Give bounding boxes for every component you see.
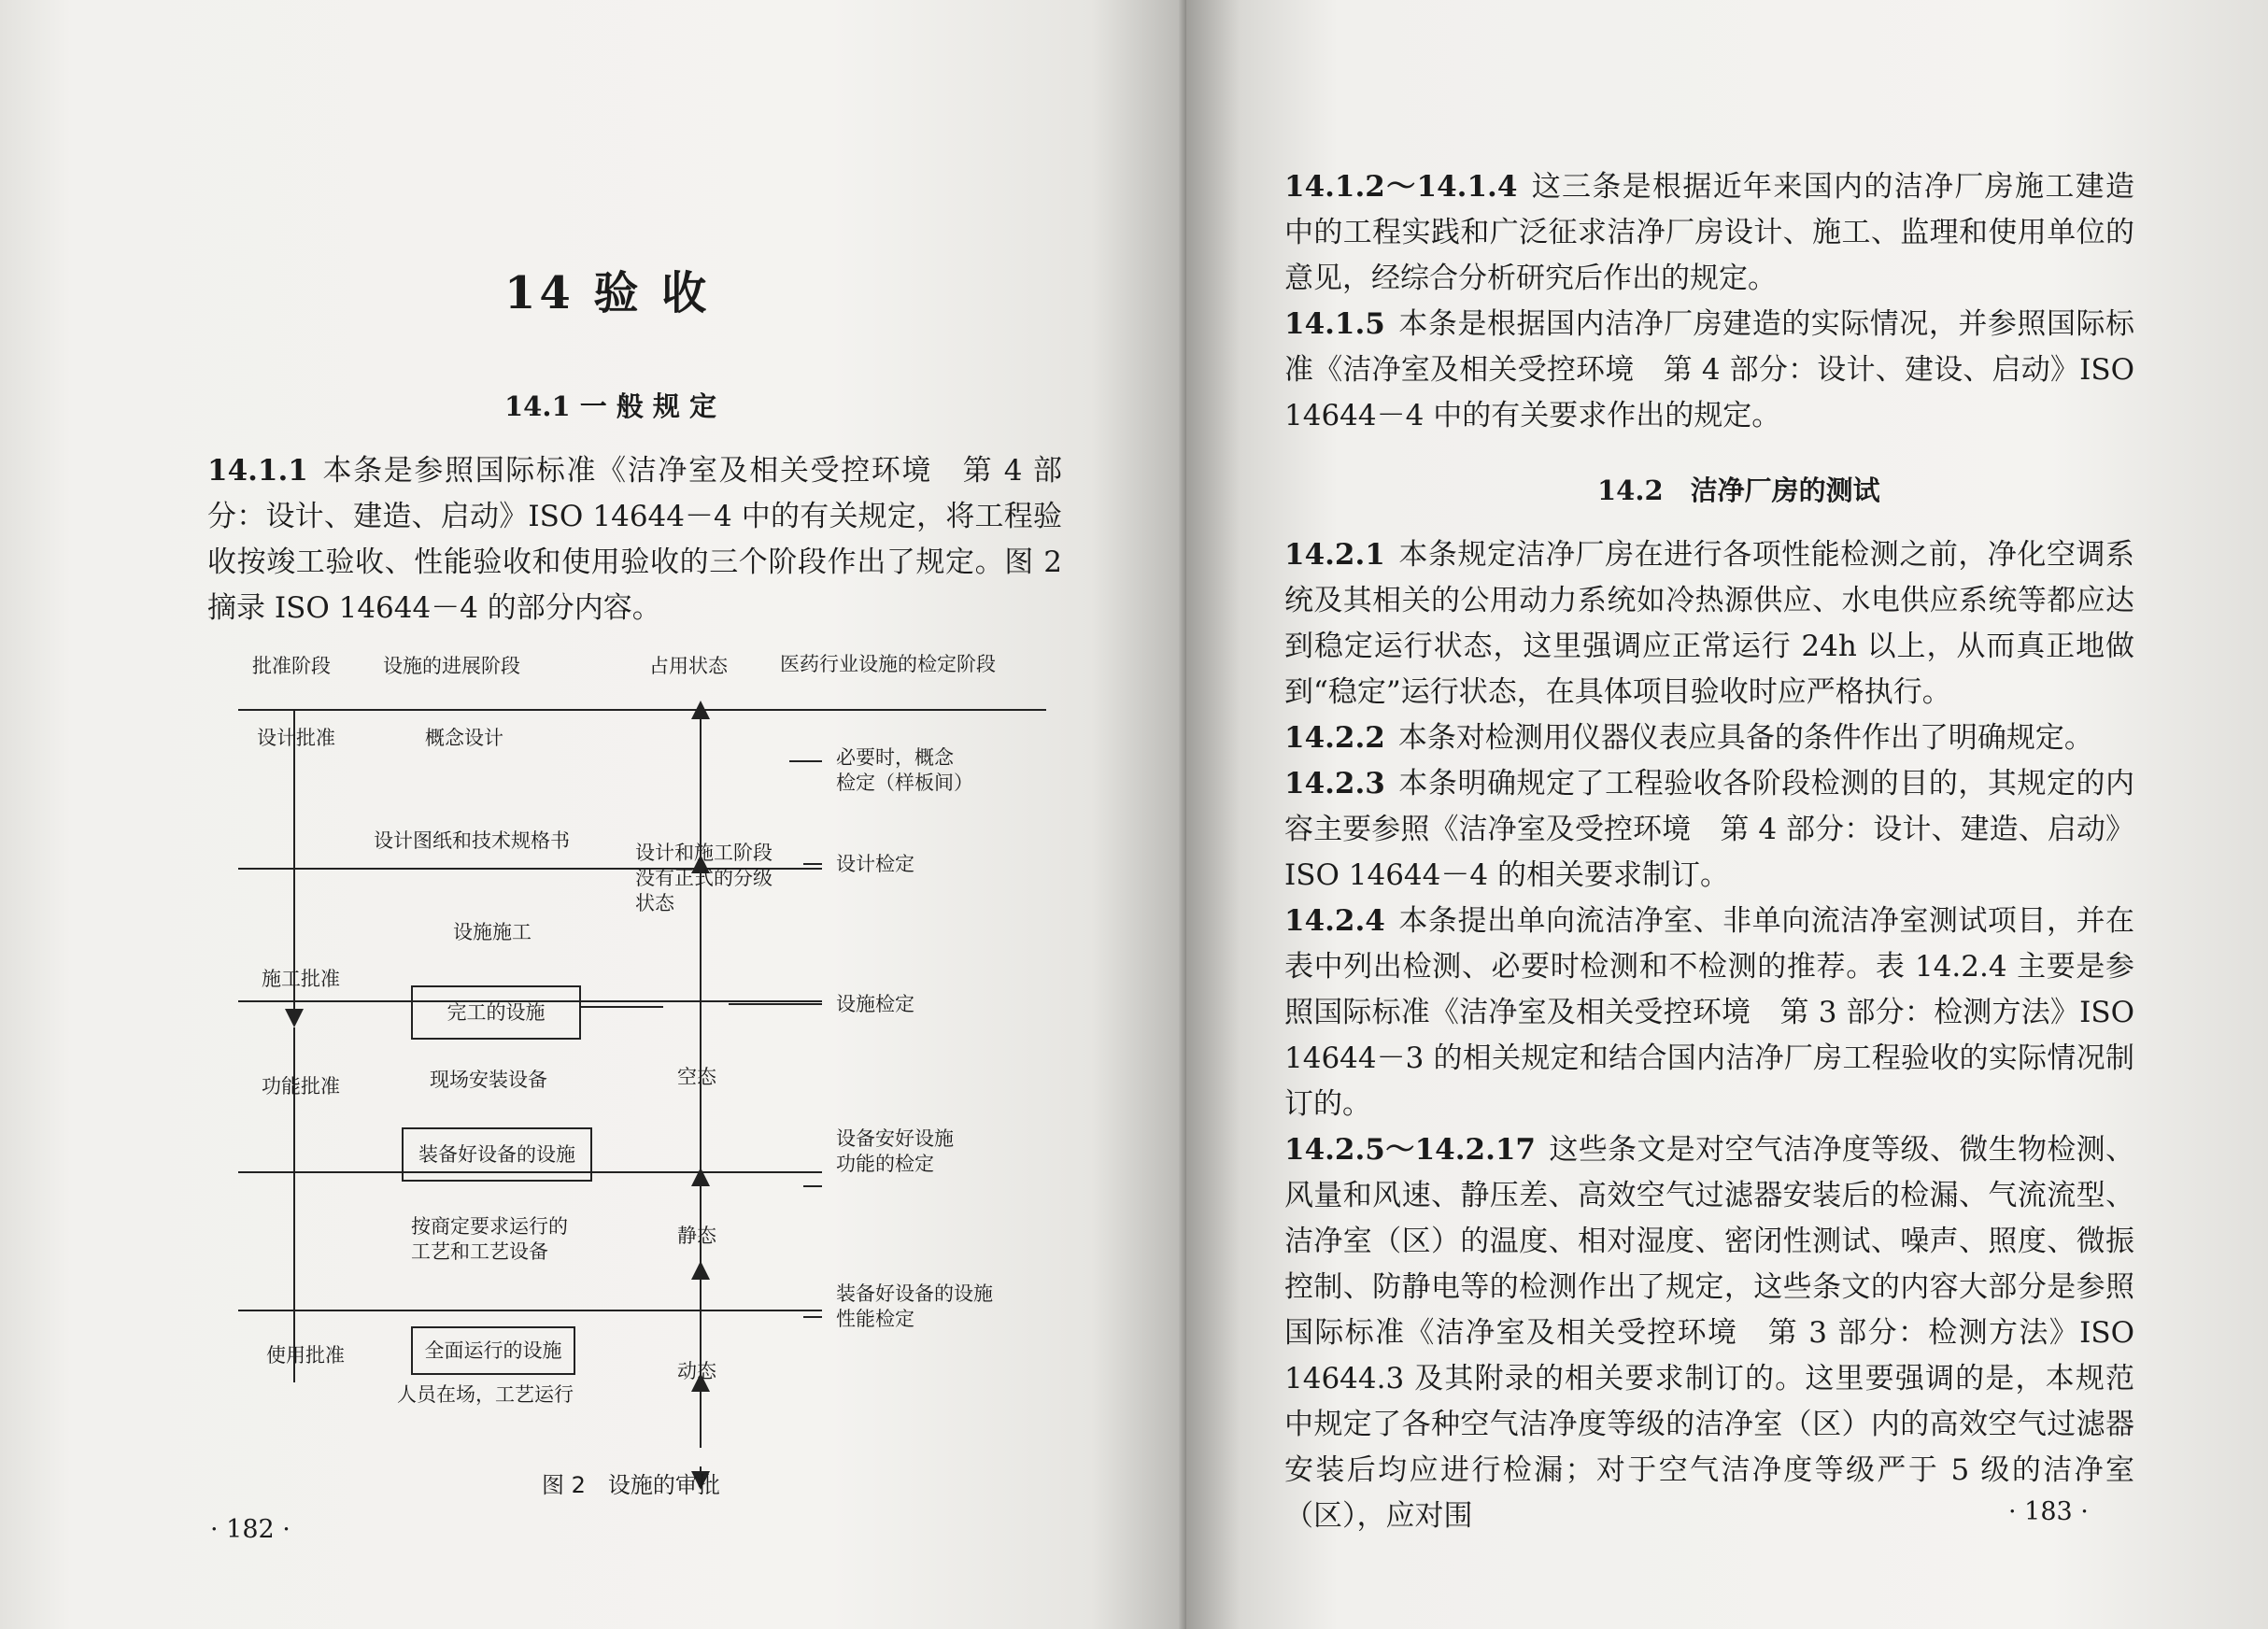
label-no-class-line1: 设计和施工阶段 bbox=[635, 842, 773, 864]
label-concept-design: 概念设计 bbox=[425, 727, 503, 749]
header-facility-progress: 设施的进展阶段 bbox=[383, 655, 520, 677]
page-number-left: · 182 · bbox=[210, 1515, 291, 1544]
label-design-verification: 设计检定 bbox=[836, 853, 914, 875]
label-use-approval: 使用批准 bbox=[266, 1344, 345, 1367]
header-pharma-verification: 医药行业设施的检定阶段 bbox=[780, 653, 996, 675]
paragraph-14-2-4 bbox=[1284, 899, 2134, 1127]
paragraph-14-2-2 bbox=[1284, 715, 2134, 761]
label-no-class-line3: 状态 bbox=[635, 892, 674, 914]
clause-text: 本条规定洁净厂房在进行各项性能检测之前，净化空调系统及其相关的公用动力系统如冷热源供应、水电供应系统等都应达到稳定运行状态，这里强调应正常运行 24h 以上，从而真正地做到“稳定”运行状态，在具体项目验收时应严格执行。 bbox=[1284, 538, 2134, 709]
clause-text: 这些条文是对空气洁净度等级、微生物检测、风量和风速、静压差、高效空气过滤器安装后的检漏、气流流型、洁净室（区）的温度、相对湿度、密闭性测试、噪声、照度、微振控制、防静电等的检测作出了规定，这些条文的内容大部分是参照国际标准《洁净室及相关受控环境 第 3 部分：检测方法》ISO 14644.3 及其附录的相关要求制订的。这里要强调的是，本规范中规定了各种空气洁净度等级的洁净室（区）内的高效空气过滤器安装后均应进行检漏；对于空气洁净度等级严于 5 级的洁净室（区），应对围 bbox=[1284, 1133, 2134, 1533]
label-performance-line1: 装备好设备的设施 bbox=[836, 1282, 993, 1305]
section-title-14-1: 14.1 一 般 规 定 bbox=[504, 390, 717, 422]
clause-text: 本条对检测用仪器仪表应具备的条件作出了明确规定。 bbox=[1397, 721, 2093, 755]
label-no-class-line2: 没有正式的分级 bbox=[635, 867, 773, 889]
box-fully-operating: 全面运行的设施 bbox=[411, 1326, 575, 1375]
label-installed-line1: 设备安好设施 bbox=[836, 1127, 954, 1150]
clause-number: 14.2.3 bbox=[1284, 767, 1385, 800]
label-design-approval: 设计批准 bbox=[257, 727, 335, 749]
label-operational: 动态 bbox=[677, 1360, 716, 1382]
box-equipped-facility: 装备好设备的设施 bbox=[402, 1127, 592, 1182]
box-completed-facility: 完工的设施 bbox=[411, 985, 581, 1040]
clause-number: 14.1.1 bbox=[207, 454, 308, 488]
figure-caption: 图 2 设施的审批 bbox=[542, 1472, 720, 1498]
paragraph-14-2-3 bbox=[1284, 761, 2134, 899]
paragraph-14-1-1 bbox=[207, 448, 1062, 631]
label-facility-construction: 设施施工 bbox=[453, 921, 532, 943]
clause-text: 本条明确规定了工程验收各阶段检测的目的，其规定的内容主要参照《洁净室及受控环境 第 4 部分：设计、建造、启动》ISO 14644－4 的相关要求制订。 bbox=[1284, 767, 2134, 892]
clause-text: 本条是参照国际标准《洁净室及相关受控环境 第 4 部分：设计、建造、启动》ISO 14644－4 中的有关规定，将工程验收按竣工验收、性能验收和使用验收的三个阶段作出了规定。图 2 摘录 ISO 14644－4 的部分内容。 bbox=[207, 454, 1062, 625]
page-number-right: · 183 · bbox=[2008, 1497, 2089, 1526]
label-prototype-line2: 检定（样板间） bbox=[836, 772, 973, 794]
clause-text: 本条提出单向流洁净室、非单向流洁净室测试项目，并在表中列出检测、必要时检测和不检测的推荐。表 14.2.4 主要是参照国际标准《洁净室及相关受控环境 第 3 部分：检测方法》ISO 14644－3 的相关规定和结合国内洁净厂房工程验收的实际情况制订的。 bbox=[1284, 904, 2134, 1121]
paragraph-14-1-5 bbox=[1284, 302, 2134, 439]
label-process-equipment-line1: 按商定要求运行的 bbox=[411, 1215, 568, 1238]
label-drawings-specs: 设计图纸和技术规格书 bbox=[374, 829, 570, 852]
paragraph-14-2-5 bbox=[1284, 1127, 2134, 1539]
clause-number: 14.2.1 bbox=[1284, 538, 1385, 572]
label-at-rest: 静态 bbox=[677, 1225, 716, 1247]
section-title-14-2: 14.2 洁净厂房的测试 bbox=[1597, 475, 1880, 506]
label-process-equipment-line2: 工艺和工艺设备 bbox=[411, 1240, 548, 1263]
right-page bbox=[1186, 0, 2268, 1629]
label-prototype-line1: 必要时，概念 bbox=[836, 746, 954, 769]
label-function-approval: 功能批准 bbox=[262, 1075, 340, 1098]
label-performance-line2: 性能检定 bbox=[836, 1308, 914, 1330]
label-installed-line2: 功能的检定 bbox=[836, 1153, 934, 1175]
label-facility-verification: 设施检定 bbox=[836, 993, 914, 1015]
clause-text: 这三条是根据近年来国内的洁净厂房施工建造中的工程实践和广泛征求洁净厂房设计、施工、监理和使用单位的意见，经综合分析研究后作出的规定。 bbox=[1284, 170, 2134, 295]
header-occupancy: 占用状态 bbox=[649, 655, 728, 677]
facility-approval-diagram bbox=[224, 635, 1065, 1504]
paragraph-14-2-1 bbox=[1284, 532, 2134, 715]
clause-number: 14.2.2 bbox=[1284, 721, 1385, 755]
paragraph-14-1-2 bbox=[1284, 164, 2134, 302]
clause-number: 14.1.2～14.1.4 bbox=[1284, 170, 1518, 204]
chapter-title: 14 验 收 bbox=[504, 267, 711, 319]
clause-number: 14.2.5～14.2.17 bbox=[1284, 1133, 1536, 1167]
label-as-built: 空态 bbox=[677, 1066, 716, 1088]
header-approval-stage: 批准阶段 bbox=[252, 655, 331, 677]
label-construction-approval: 施工批准 bbox=[262, 968, 340, 990]
clause-number: 14.1.5 bbox=[1284, 307, 1385, 341]
clause-text: 本条是根据国内洁净厂房建造的实际情况，并参照国际标准《洁净室及相关受控环境 第 4 部分：设计、建设、启动》ISO 14644－4 中的有关要求作出的规定。 bbox=[1284, 307, 2134, 432]
clause-number: 14.2.4 bbox=[1284, 904, 1385, 938]
label-personnel: 人员在场，工艺运行 bbox=[397, 1383, 574, 1406]
label-site-installation: 现场安装设备 bbox=[430, 1069, 547, 1091]
